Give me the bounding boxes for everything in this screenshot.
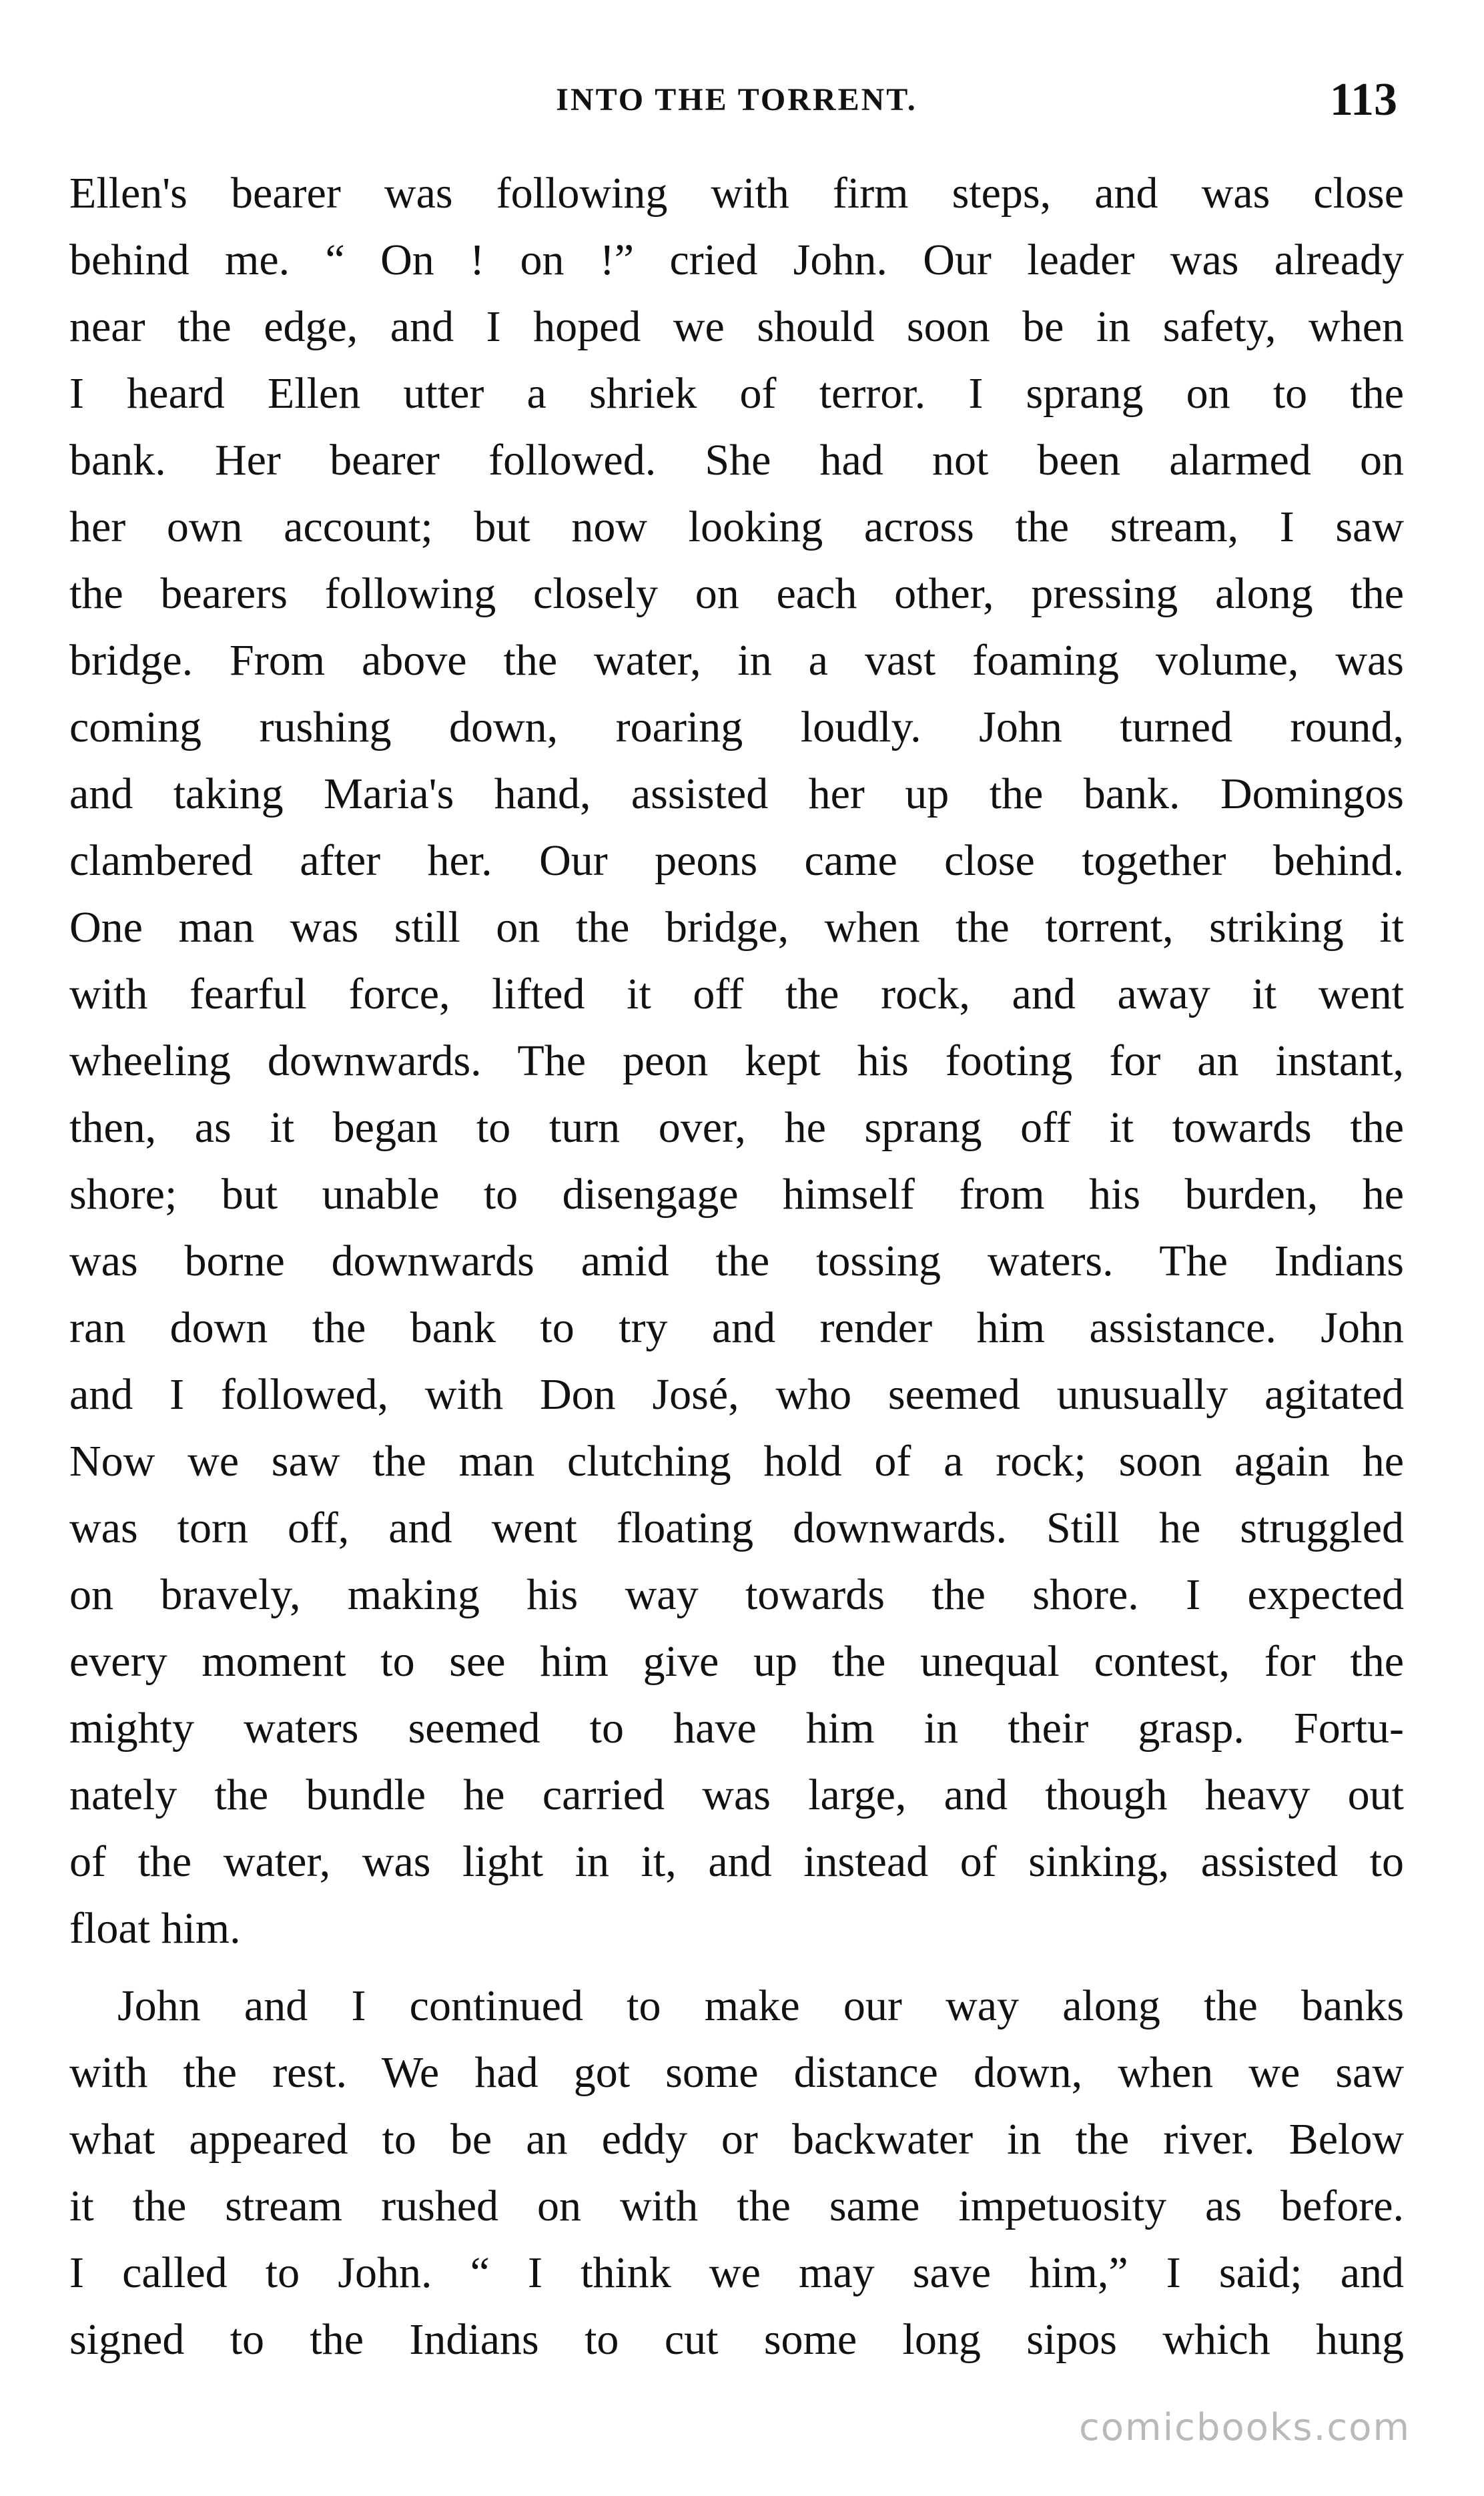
text-line: on bravely, making his way towards the shore. I expected: [69, 1570, 1404, 1619]
text-line: behind me. “ On ! on !” cried John. Our leader was already: [69, 236, 1404, 284]
text-line: ran down the bank to try and render him assistance. John: [69, 1303, 1404, 1352]
text-line: near the edge, and I hoped we should soon be in safety, when: [69, 302, 1404, 351]
text-line: was torn off, and went floating downwards. Still he struggled: [69, 1504, 1404, 1552]
text-line: One man was still on the bridge, when the torrent, striking it: [69, 903, 1404, 952]
text-line: every moment to see him give up the unequal contest, for the: [69, 1637, 1404, 1686]
text-line: of the water, was light in it, and instead of sinking, assisted to: [69, 1837, 1404, 1886]
text-line: what appeared to be an eddy or backwater in the river. Below: [69, 2115, 1404, 2164]
running-title: INTO THE TORRENT.: [556, 82, 917, 117]
text-line: Ellen's bearer was following with firm steps, and was close: [69, 169, 1404, 218]
text-line: shore; but unable to disengage himself from his burden, he: [69, 1170, 1404, 1219]
text-line: then, as it began to turn over, he sprang off it towards the: [69, 1103, 1404, 1152]
text-line: her own account; but now looking across the stream, I saw: [69, 503, 1404, 551]
text-line: bridge. From above the water, in a vast foaming volume, was: [69, 636, 1404, 685]
watermark: comicbooks.com: [1078, 2406, 1411, 2449]
running-head: [69, 73, 1404, 147]
text-line: and taking Maria's hand, assisted her up the bank. Domingos: [69, 769, 1404, 818]
text-line: and I followed, with Don José, who seemed unusually agitated: [69, 1370, 1404, 1419]
text-line: Now we saw the man clutching hold of a rock; soon again he: [69, 1437, 1404, 1486]
text-line: John and I continued to make our way along the banks: [117, 1981, 1404, 2030]
text-line: with fearful force, lifted it off the rock, and away it went: [69, 970, 1404, 1018]
text-line: clambered after her. Our peons came close together behind.: [69, 836, 1404, 885]
text-line: bank. Her bearer followed. She had not been alarmed on: [69, 436, 1404, 485]
text-line: the bearers following closely on each other, pressing along the: [69, 569, 1404, 618]
text-line: nately the bundle he carried was large, and though heavy out: [69, 1771, 1404, 1819]
text-line: mighty waters seemed to have him in their grasp. Fortu-: [69, 1704, 1404, 1753]
page-number: 113: [1329, 74, 1397, 125]
paragraph-1: [69, 160, 1404, 1962]
text-line: wheeling downwards. The peon kept his footing for an instant,: [69, 1036, 1404, 1085]
text-line: it the stream rushed on with the same impetuosity as before.: [69, 2182, 1404, 2230]
text-line: float him.: [69, 1904, 241, 1953]
text-line: with the rest. We had got some distance down, when we saw: [69, 2048, 1404, 2097]
paragraph-2: [69, 1973, 1404, 2373]
text-line: coming rushing down, roaring loudly. John turned round,: [69, 703, 1404, 751]
text-line: signed to the Indians to cut some long sipos which hung: [69, 2315, 1404, 2364]
body-text: [69, 160, 1404, 2373]
text-line: I called to John. “ I think we may save him,” I said; and: [69, 2248, 1404, 2297]
text-line: was borne downwards amid the tossing waters. The Indians: [69, 1237, 1404, 1285]
text-line: I heard Ellen utter a shriek of terror. I sprang on to the: [69, 369, 1404, 418]
